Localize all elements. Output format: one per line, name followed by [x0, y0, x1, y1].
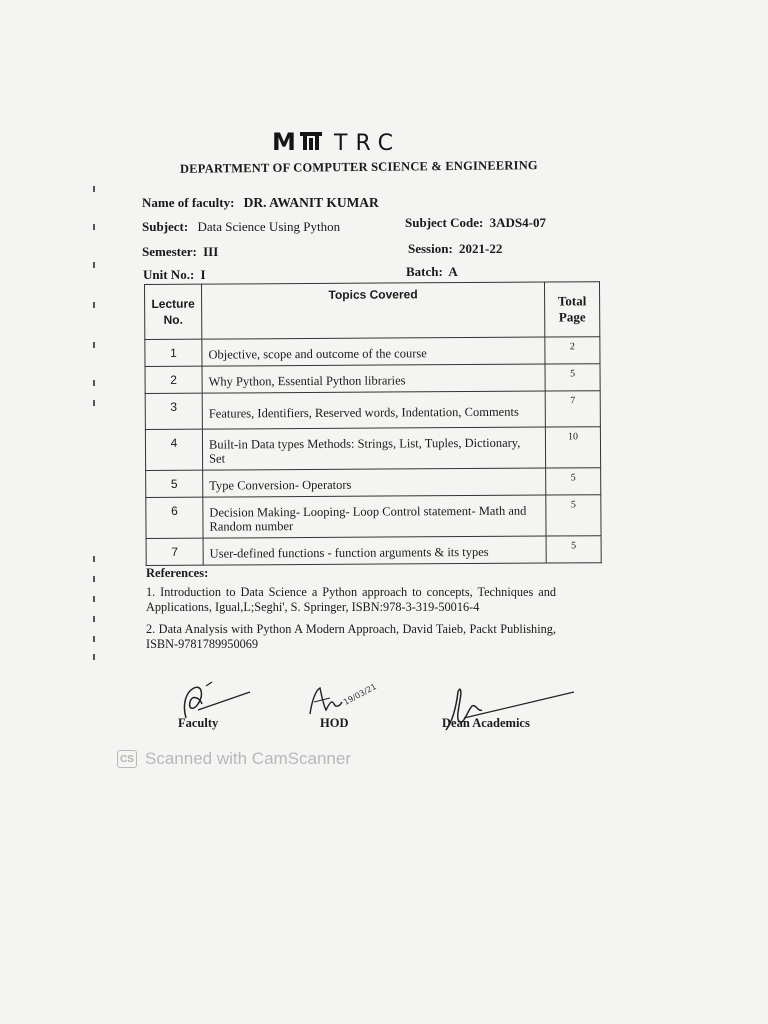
table-row — [145, 337, 600, 367]
svg-text:M: M — [272, 128, 297, 156]
lecture-topic: Built-in Data types Methods: Strings, List, Tuples, Dictionary, Set — [202, 427, 545, 470]
unit-field — [143, 267, 206, 283]
logo-mark-icon — [272, 128, 422, 156]
subject-value: Data Science Using Python — [197, 219, 341, 234]
lecture-topic: Decision Making- Looping- Loop Control statement- Math and Random number — [203, 495, 546, 538]
camscanner-watermark — [117, 749, 351, 769]
subject-field — [142, 219, 340, 235]
table-row — [145, 391, 600, 430]
lecture-header-line1: Lecture — [151, 296, 195, 311]
lecture-pages: 5 — [546, 536, 601, 563]
department-title: DEPARTMENT OF COMPUTER SCIENCE & ENGINEERING — [179, 158, 538, 176]
table-row — [145, 427, 600, 471]
table-row — [145, 364, 600, 394]
session-label: Session: — [408, 241, 453, 256]
semester-value: III — [203, 244, 219, 259]
lecture-pages: 5 — [546, 495, 601, 536]
scan-mark — [93, 262, 95, 268]
session-field — [408, 241, 502, 257]
scan-mark — [93, 380, 95, 386]
subject-label: Subject: — [142, 219, 189, 234]
faculty-signature-label: Faculty — [178, 716, 219, 730]
scan-mark — [93, 342, 95, 348]
lecture-number: 4 — [145, 429, 202, 470]
batch-label: Batch: — [406, 264, 443, 279]
lecture-pages: 5 — [545, 364, 600, 391]
faculty-label: Name of faculty: — [142, 195, 235, 210]
scan-mark — [93, 556, 95, 562]
scan-mark — [93, 302, 95, 308]
reference-item: 1. Introduction to Data Science a Python approach to concepts, Techniques and Applications, Igual,L;Seghi', S. Springer, ISBN:978-3-319-50016-4 — [146, 585, 556, 614]
semester-field — [142, 244, 218, 260]
hod-handwritten-date: 19/03/21 — [341, 682, 378, 707]
topics-covered-header: Topics Covered — [202, 282, 545, 339]
table-row — [146, 468, 601, 498]
lecture-pages: 10 — [545, 427, 600, 468]
total-header-line1: Total — [557, 293, 587, 309]
lecture-number: 7 — [146, 538, 203, 565]
lecture-topic: Features, Identifiers, Reserved words, Indentation, Comments — [202, 391, 545, 429]
lecture-topics-table — [144, 281, 602, 566]
subject-code-field — [405, 215, 546, 231]
lecture-number: 6 — [146, 497, 203, 538]
lecture-topic: Why Python, Essential Python libraries — [202, 364, 545, 393]
table-header-row — [145, 282, 600, 340]
lecture-topic: Objective, scope and outcome of the course — [202, 337, 545, 366]
unit-value: I — [200, 267, 206, 282]
semester-label: Semester: — [142, 244, 197, 259]
lecture-pages: 5 — [546, 468, 601, 495]
lecture-number: 2 — [145, 366, 202, 393]
scan-mark — [93, 186, 95, 192]
scan-mark — [93, 576, 95, 582]
lecture-pages: 2 — [545, 337, 600, 364]
lecture-header-line2: No. — [163, 312, 183, 327]
lecture-topic: Type Conversion- Operators — [203, 468, 546, 497]
lecture-number: 1 — [145, 339, 202, 366]
lecture-no-header — [145, 284, 202, 339]
scan-mark — [93, 616, 95, 622]
dean-signature-label: Dean Academics — [442, 716, 530, 730]
total-header-line2: Page — [558, 309, 586, 325]
scan-mark — [93, 596, 95, 602]
scan-mark — [93, 654, 95, 660]
unit-label: Unit No.: — [143, 267, 195, 282]
references-title: References: — [146, 566, 209, 580]
institute-logo — [272, 128, 422, 156]
lecture-topic: User-defined functions - function arguments & its types — [203, 536, 546, 565]
lecture-number: 3 — [145, 393, 202, 429]
scan-mark — [93, 400, 95, 406]
subject-code-label: Subject Code: — [405, 215, 484, 230]
svg-text:TRC: TRC — [334, 131, 401, 156]
lecture-pages: 7 — [545, 391, 600, 427]
session-value: 2021-22 — [459, 241, 503, 256]
camscanner-text: Scanned with CamScanner — [145, 749, 352, 768]
faculty-field — [142, 195, 379, 211]
reference-item: 2. Data Analysis with Python A Modern Approach, David Taieb, Packt Publishing, ISBN-9781789950069 — [146, 622, 556, 651]
scan-mark — [93, 224, 95, 230]
faculty-value: DR. AWANIT KUMAR — [243, 195, 379, 210]
total-page-header — [544, 282, 599, 337]
subject-code-value: 3ADS4-07 — [489, 215, 546, 230]
lecture-number: 5 — [146, 470, 203, 497]
scan-mark — [93, 636, 95, 642]
batch-value: A — [448, 264, 458, 279]
hod-signature-label: HOD — [320, 716, 349, 730]
batch-field — [406, 264, 458, 280]
camscanner-logo-icon: CS — [117, 750, 137, 768]
table-row — [146, 495, 601, 539]
table-row — [146, 536, 601, 566]
